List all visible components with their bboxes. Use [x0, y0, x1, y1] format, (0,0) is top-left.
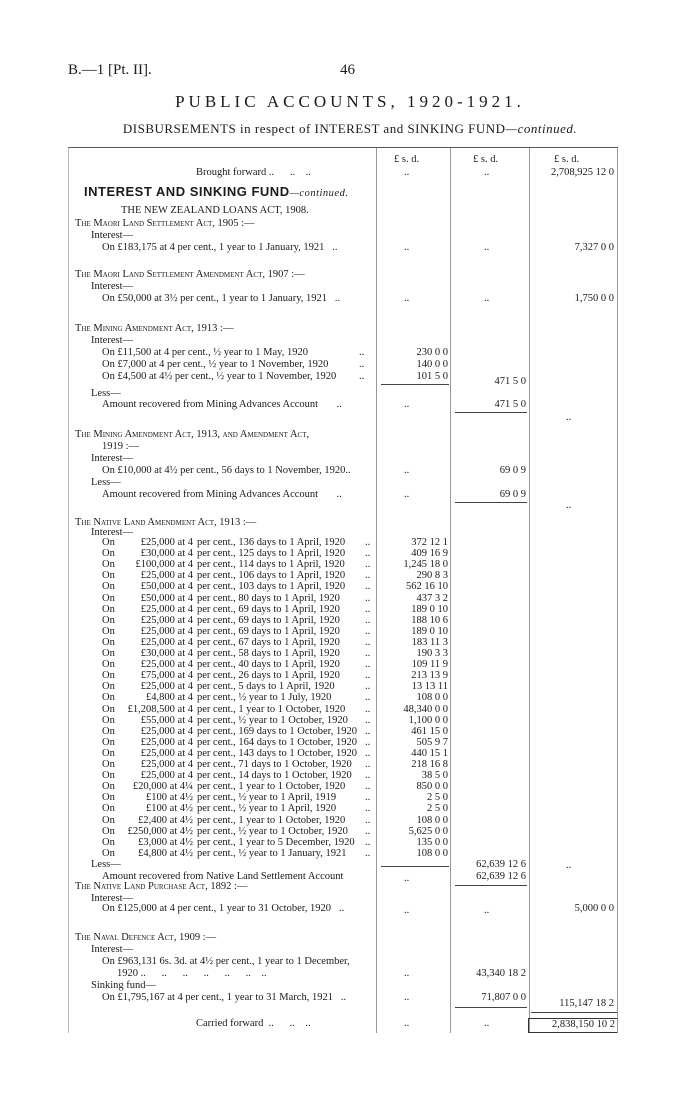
leader-dots: .. — [365, 625, 371, 637]
mining-1919-interest: Interest— — [91, 453, 133, 464]
leader-dots: .. — [404, 873, 410, 884]
native-1913-row-terms: per cent., 71 days to 1 October, 1920 — [197, 759, 352, 770]
subtotal-rule — [455, 1007, 527, 1008]
native-1913-row-amount: 461 15 0 — [411, 725, 448, 737]
native-1913-row-principal: £50,000 at 4 — [140, 581, 193, 593]
naval-1909-line-a: On £963,131 6s. 3d. at 4½ per cent., 1 year to 1 December, — [102, 956, 350, 967]
mining-1913-row-amount: 140 0 0 — [416, 359, 448, 370]
leader-dots: .. — [365, 548, 371, 560]
carried-forward-text: Carried forward — [196, 1018, 264, 1029]
leader-dots: .. — [365, 703, 371, 715]
maori-1905-interest: Interest— — [91, 230, 133, 241]
native-1892-total: 5,000 0 0 — [574, 903, 614, 914]
native-1913-row-principal: £100,000 at 4 — [135, 559, 193, 571]
naval-1909-title: The Naval Defence Act, 1909 :— — [75, 932, 217, 943]
native-1913-row-principal: £100 at 4½ — [146, 792, 193, 804]
leader-dots: .. — [566, 500, 572, 511]
native-1913-row-on: On — [102, 792, 115, 804]
native-1913-row-on: On — [102, 559, 115, 571]
native-1913-row-terms: per cent., 5 days to 1 April, 1920 — [197, 681, 335, 693]
leader-dots: .. — [365, 803, 371, 815]
native-1913-row-on: On — [102, 692, 115, 704]
page-number: 46 — [340, 62, 355, 78]
native-1913-row-amount: 183 11 3 — [411, 636, 448, 648]
native-1913-row-principal: £25,000 at 4 — [140, 725, 193, 737]
native-1913-row-amount: 189 0 10 — [411, 603, 448, 615]
native-1913-row-principal: £25,000 at 4 — [140, 603, 193, 615]
mining-1913-row-text: On £4,500 at 4½ per cent., ½ year to 1 November, 1920 — [102, 371, 337, 382]
leader-dots: .. — [404, 242, 410, 253]
native-1913-row-on: On — [102, 570, 115, 582]
balance-rule — [455, 412, 527, 413]
native-1913-row-principal: £25,000 at 4 — [140, 625, 193, 637]
naval-1909-interest: Interest— — [91, 944, 133, 955]
mining-1919-recovered: Amount recovered from Mining Advances Account .. — [102, 489, 342, 500]
section-heading-text: INTEREST AND SINKING FUND — [84, 184, 290, 199]
leader-dots: .. — [365, 747, 371, 759]
native-1913-row-on: On — [102, 803, 115, 815]
native-1913-row-principal: £25,000 at 4 — [140, 736, 193, 748]
native-1913-row-terms: per cent., ½ year to 1 October, 1920 — [197, 714, 348, 726]
native-1913-row-amount: 2 5 0 — [427, 803, 448, 815]
mining-1913-row-amount: 230 0 0 — [416, 347, 448, 358]
mining-1913-subtotal: 471 5 0 — [494, 376, 526, 387]
mining-1919-less: Less— — [91, 477, 121, 488]
document-reference: B.—1 [Pt. II]. — [68, 62, 152, 78]
leader-dots: .. — [365, 814, 371, 826]
native-1913-row-terms: per cent., 69 days to 1 April, 1920 — [197, 603, 340, 615]
native-1913-row-amount: 440 15 1 — [411, 747, 448, 759]
leader-dots: .. — [566, 860, 572, 871]
leader-dots: .. — [365, 792, 371, 804]
native-1913-row-principal: £25,000 at 4 — [140, 747, 193, 759]
native-1913-title: The Native Land Amendment Act, 1913 :— — [75, 517, 257, 528]
leader-dots: .. — [359, 359, 365, 370]
brought-forward-total: 2,708,925 12 0 — [551, 167, 614, 178]
native-1913-row-terms: per cent., ½ year to 1 July, 1920 — [197, 692, 332, 704]
native-1913-row-terms: per cent., 58 days to 1 April, 1920 — [197, 648, 340, 659]
naval-1909-amount-c: 71,807 0 0 — [481, 992, 526, 1003]
native-1913-row-on: On — [102, 736, 115, 748]
mining-1913-recovered: Amount recovered from Mining Advances Account .. — [102, 399, 342, 410]
native-1913-recovered-amount: 62,639 12 6 — [476, 871, 526, 882]
col3-header: £ s. d. — [554, 154, 580, 165]
mining-1913-row-text: On £7,000 at 4 per cent., ½ year to 1 November, 1920 — [102, 359, 329, 370]
mining-1919-title-b: 1919 :— — [102, 441, 140, 452]
leader-dots: .. — [365, 725, 371, 737]
native-1913-row-principal: £30,000 at 4 — [140, 648, 193, 659]
leader-dots: .. — [365, 603, 371, 615]
leader-dots: .. — [365, 581, 371, 593]
maori-1907-total: 1,750 0 0 — [574, 293, 614, 304]
native-1913-row-terms: per cent., 1 year to 1 October, 1920 — [197, 781, 346, 793]
maori-1907-interest: Interest— — [91, 281, 133, 292]
native-1913-row-amount: 135 0 0 — [416, 836, 448, 848]
native-1913-row-terms: per cent., ½ year to 1 April, 1919 — [197, 792, 337, 804]
native-1913-row-terms: per cent., 14 days to 1 October, 1920 — [197, 770, 352, 782]
native-1913-row-amount: 13 13 11 — [411, 681, 448, 693]
naval-1909-sinking: Sinking fund— — [91, 980, 157, 991]
native-1913-row-principal: £100 at 4½ — [146, 803, 193, 815]
native-1913-row-on: On — [102, 836, 115, 848]
leader-dots: .. — [484, 242, 490, 253]
native-1913-row-terms: per cent., 40 days to 1 April, 1920 — [197, 659, 340, 671]
native-1913-row-terms: per cent., ½ year to 1 April, 1920 — [197, 803, 337, 815]
native-1913-row-amount: 1,245 18 0 — [403, 559, 448, 571]
native-1913-row-principal: £25,000 at 4 — [140, 636, 193, 648]
mining-1913-row-amount: 101 5 0 — [416, 371, 448, 382]
maori-1905-line: On £183,175 at 4 per cent., 1 year to 1 January, 1921 .. — [102, 242, 338, 253]
native-1913-row-amount: 5,625 0 0 — [408, 825, 448, 837]
native-1913-row-amount: 213 13 9 — [411, 670, 448, 682]
native-1913-row-amount: 562 16 10 — [406, 581, 448, 593]
native-1913-row-on: On — [102, 636, 115, 648]
naval-1909-total: 115,147 18 2 — [559, 998, 614, 1009]
maori-1907-line: On £50,000 at 3½ per cent., 1 year to 1 January, 1921 .. — [102, 293, 341, 304]
native-1913-row-on: On — [102, 725, 115, 737]
native-1913-row-amount: 372 12 1 — [411, 537, 448, 548]
native-1913-row-amount: 108 0 0 — [416, 814, 448, 826]
section-heading — [84, 186, 348, 201]
native-1913-row-on: On — [102, 548, 115, 560]
subtotal-rule — [381, 866, 449, 867]
native-1913-row-amount: 850 0 0 — [416, 781, 448, 793]
leader-dots: .. — [404, 399, 410, 410]
naval-1909-amount-a: 43,340 18 2 — [476, 968, 526, 979]
native-1913-row-principal: £25,000 at 4 — [140, 570, 193, 582]
mining-1919-title-a: The Mining Amendment Act, 1913, and Amendment Act, — [75, 429, 310, 440]
native-1913-row-amount: 189 0 10 — [411, 625, 448, 637]
leader-dots: .. — [484, 905, 490, 916]
native-1913-row-on: On — [102, 614, 115, 626]
mining-1919-recovered-amount: 69 0 9 — [499, 489, 526, 500]
mining-1919-amount: 69 0 9 — [499, 465, 526, 476]
page-subtitle — [0, 121, 700, 137]
naval-1909-line-b-text: 1920 — [117, 968, 138, 979]
native-1913-row-amount: 409 16 9 — [411, 548, 448, 560]
naval-1909-line-b: 1920 .. .. .. .. .. .. .. — [117, 968, 267, 979]
leader-dots: .. — [365, 714, 371, 726]
native-1913-row-terms: per cent., 67 days to 1 April, 1920 — [197, 636, 340, 648]
naval-1909-line-c: On £1,795,167 at 4 per cent., 1 year to 31 March, 1921 .. — [102, 992, 347, 1003]
native-1913-row-on: On — [102, 759, 115, 770]
native-1913-row-terms: per cent., 169 days to 1 October, 1920 — [197, 725, 357, 737]
native-1913-row-on: On — [102, 714, 115, 726]
native-1913-row-on: On — [102, 747, 115, 759]
column-rule-2 — [450, 148, 451, 1033]
leader-dots: .. — [365, 692, 371, 704]
native-1913-row-amount: 218 16 8 — [411, 759, 448, 770]
native-1913-row-terms: per cent., 164 days to 1 October, 1920 — [197, 736, 357, 748]
native-1913-subtotal: 62,639 12 6 — [476, 859, 526, 870]
mining-1913-interest: Interest— — [91, 335, 133, 346]
maori-1905-title: The Maori Land Settlement Act, 1905 :— — [75, 218, 255, 229]
native-1913-row-terms: per cent., 106 days to 1 April, 1920 — [197, 570, 346, 582]
leader-dots: .. — [484, 167, 490, 178]
page-title: PUBLIC ACCOUNTS, 1920-1921. — [175, 92, 525, 111]
native-1913-row-on: On — [102, 847, 115, 859]
native-1913-row-terms: per cent., ½ year to 1 January, 1921 — [197, 847, 347, 859]
leader-dots: .. — [365, 847, 371, 859]
leader-dots: .. — [365, 781, 371, 793]
native-1913-row-terms: per cent., 125 days to 1 April, 1920 — [197, 548, 346, 560]
total-rule — [531, 1012, 617, 1013]
maori-1907-line-text: On £50,000 at 3½ per cent., 1 year to 1 January, 1921 — [102, 293, 328, 304]
native-1913-row-principal: £55,000 at 4 — [140, 714, 193, 726]
native-1892-interest: Interest— — [91, 893, 133, 904]
native-1913-row-on: On — [102, 625, 115, 637]
column-rule-3 — [529, 148, 530, 1033]
mining-1919-line-text: On £10,000 at 4½ per cent., 56 days to 1 November, 1920 — [102, 465, 346, 476]
native-1913-row-principal: £25,000 at 4 — [140, 614, 193, 626]
leader-dots: .. — [566, 412, 572, 423]
native-1913-row-on: On — [102, 703, 115, 715]
native-1913-row-principal: £25,000 at 4 — [140, 759, 193, 770]
mining-1913-row-text: On £11,500 at 4 per cent., ½ year to 1 May, 1920 — [102, 347, 308, 358]
naval-1909-line-c-text: On £1,795,167 at 4 per cent., 1 year to 31 March, 1921 — [102, 992, 333, 1003]
maori-1907-title: The Maori Land Settlement Amendment Act, 1907 :— — [75, 269, 305, 280]
native-1892-line-text: On £125,000 at 4 per cent., 1 year to 31 October, 1920 — [102, 903, 332, 914]
native-1913-row-amount: 1,100 0 0 — [408, 714, 448, 726]
balance-rule — [455, 502, 527, 503]
carried-forward-label: Carried forward .. .. .. — [196, 1018, 311, 1029]
mining-1913-title: The Mining Amendment Act, 1913 :— — [75, 323, 234, 334]
native-1913-row-on: On — [102, 681, 115, 693]
col1-header: £ s. d. — [394, 154, 420, 165]
brought-forward-text: Brought forward — [196, 167, 267, 178]
native-1913-row-amount: 2 5 0 — [427, 792, 448, 804]
native-1913-row-principal: £20,000 at 4¼ — [132, 781, 193, 793]
native-1913-row-principal: £75,000 at 4 — [140, 670, 193, 682]
native-1913-row-principal: £30,000 at 4 — [140, 548, 193, 560]
maori-1905-total: 7,327 0 0 — [574, 242, 614, 253]
native-1913-row-amount: 190 3 3 — [416, 648, 448, 659]
native-1913-row-amount: 48,340 0 0 — [403, 703, 448, 715]
native-1913-row-on: On — [102, 770, 115, 782]
native-1913-row-terms: per cent., ½ year to 1 October, 1920 — [197, 825, 348, 837]
maori-1905-line-text: On £183,175 at 4 per cent., 1 year to 1 January, 1921 — [102, 242, 325, 253]
native-1913-row-principal: £25,000 at 4 — [140, 770, 193, 782]
native-1913-row-amount: 38 5 0 — [421, 770, 448, 782]
leader-dots: .. — [359, 371, 365, 382]
mining-1919-line: On £10,000 at 4½ per cent., 56 days to 1 November, 1920.. — [102, 465, 351, 476]
leader-dots: .. — [365, 570, 371, 582]
leader-dots: .. — [404, 465, 410, 476]
column-rule-4 — [617, 148, 618, 1033]
mining-1919-recovered-text: Amount recovered from Mining Advances Account — [102, 489, 319, 500]
native-1913-row-on: On — [102, 592, 115, 604]
mining-1913-recovered-text: Amount recovered from Mining Advances Account — [102, 399, 319, 410]
section-heading-cont: —continued. — [289, 188, 349, 199]
subtitle-main: DISBURSEMENTS in respect of INTEREST and SINKING FUND — [122, 121, 506, 136]
subtitle-continued: —continued. — [505, 121, 578, 136]
leader-dots: .. — [404, 905, 410, 916]
native-1913-row-on: On — [102, 670, 115, 682]
leader-dots: .. — [365, 836, 371, 848]
act-heading: THE NEW ZEALAND LOANS ACT, 1908. — [121, 205, 309, 216]
native-1913-row-on: On — [102, 537, 115, 548]
native-1913-interest: Interest— — [91, 527, 133, 538]
leader-dots: .. — [404, 489, 410, 500]
native-1913-row-principal: £2,400 at 4½ — [138, 814, 193, 826]
leader-dots: .. — [365, 659, 371, 671]
leader-dots: .. — [365, 614, 371, 626]
leader-dots: .. — [404, 968, 410, 979]
leader-dots: .. — [365, 636, 371, 648]
leader-dots: .. — [365, 559, 371, 571]
native-1913-row-on: On — [102, 781, 115, 793]
native-1913-row-terms: per cent., 143 days to 1 October, 1920 — [197, 747, 357, 759]
balance-rule — [455, 885, 527, 886]
native-1913-row-on: On — [102, 659, 115, 671]
native-1913-row-amount: 437 3 2 — [416, 592, 448, 604]
leader-dots: .. — [365, 825, 371, 837]
native-1913-row-principal: £4,800 at 4½ — [138, 847, 193, 859]
native-1913-row-principal: £3,000 at 4½ — [138, 836, 193, 848]
native-1913-row-terms: per cent., 1 year to 1 October, 1920 — [197, 703, 346, 715]
leader-dots: .. — [484, 1018, 490, 1029]
col2-header: £ s. d. — [473, 154, 499, 165]
native-1913-row-terms: per cent., 80 days to 1 April, 1920 — [197, 592, 340, 604]
subtotal-rule — [381, 384, 449, 385]
native-1913-row-principal: £25,000 at 4 — [140, 681, 193, 693]
native-1913-row-principal: £4,800 at 4 — [146, 692, 193, 704]
native-1913-row-on: On — [102, 581, 115, 593]
leader-dots: .. — [365, 670, 371, 682]
native-1913-row-terms: per cent., 103 days to 1 April, 1920 — [197, 581, 346, 593]
accounts-table — [68, 147, 618, 1033]
native-1913-row-amount: 108 0 0 — [416, 847, 448, 859]
native-1913-row-on: On — [102, 603, 115, 615]
native-1892-title: The Native Land Purchase Act, 1892 :— — [75, 881, 248, 892]
native-1913-row-amount: 109 11 9 — [411, 659, 448, 671]
native-1913-row-terms: per cent., 1 year to 1 October, 1920 — [197, 814, 346, 826]
mining-1913-recovered-amount: 471 5 0 — [494, 399, 526, 410]
native-1913-row-terms: per cent., 1 year to 5 December, 1920 — [197, 836, 355, 848]
leader-dots: .. — [404, 1018, 410, 1029]
native-1913-row-terms: per cent., 114 days to 1 April, 1920 — [197, 559, 345, 571]
leader-dots: .. — [365, 592, 371, 604]
carried-forward-total: 2,838,150 10 2 — [528, 1018, 617, 1033]
leader-dots: .. — [365, 770, 371, 782]
leader-dots: .. — [365, 681, 371, 693]
mining-1913-less: Less— — [91, 388, 121, 399]
native-1913-recovered: Amount recovered from Native Land Settlement Account — [102, 871, 344, 882]
leader-dots: .. — [484, 293, 490, 304]
native-1913-row-on: On — [102, 814, 115, 826]
leader-dots: .. — [404, 992, 410, 1003]
leader-dots: .. — [365, 537, 371, 548]
native-1913-row-amount: 290 8 3 — [416, 570, 448, 582]
leader-dots: .. — [359, 347, 365, 358]
native-1913-row-on: On — [102, 648, 115, 659]
leader-dots: .. — [404, 293, 410, 304]
native-1913-row-amount: 188 10 6 — [411, 614, 448, 626]
leader-dots: .. — [365, 648, 371, 659]
native-1913-less: Less— — [91, 859, 121, 870]
native-1913-row-principal: £50,000 at 4 — [140, 592, 193, 604]
native-1913-row-terms: per cent., 69 days to 1 April, 1920 — [197, 625, 340, 637]
native-1913-row-terms: per cent., 136 days to 1 April, 1920 — [197, 537, 346, 548]
native-1913-row-principal: £1,208,500 at 4 — [127, 703, 193, 715]
native-1913-row-amount: 108 0 0 — [416, 692, 448, 704]
native-1913-row-terms: per cent., 69 days to 1 April, 1920 — [197, 614, 340, 626]
leader-dots: .. — [404, 167, 410, 178]
native-1913-row-on: On — [102, 825, 115, 837]
native-1892-line: On £125,000 at 4 per cent., 1 year to 31 October, 1920 .. — [102, 903, 345, 914]
native-1913-row-principal: £25,000 at 4 — [140, 659, 193, 671]
native-1913-row-terms: per cent., 26 days to 1 April, 1920 — [197, 670, 340, 682]
brought-forward-label: Brought forward .. .. .. — [196, 167, 311, 178]
native-1913-row-principal: £250,000 at 4½ — [127, 825, 193, 837]
leader-dots: .. — [365, 759, 371, 770]
native-1913-row-principal: £25,000 at 4 — [140, 537, 193, 548]
leader-dots: .. — [365, 736, 371, 748]
native-1913-row-amount: 505 9 7 — [416, 736, 448, 748]
